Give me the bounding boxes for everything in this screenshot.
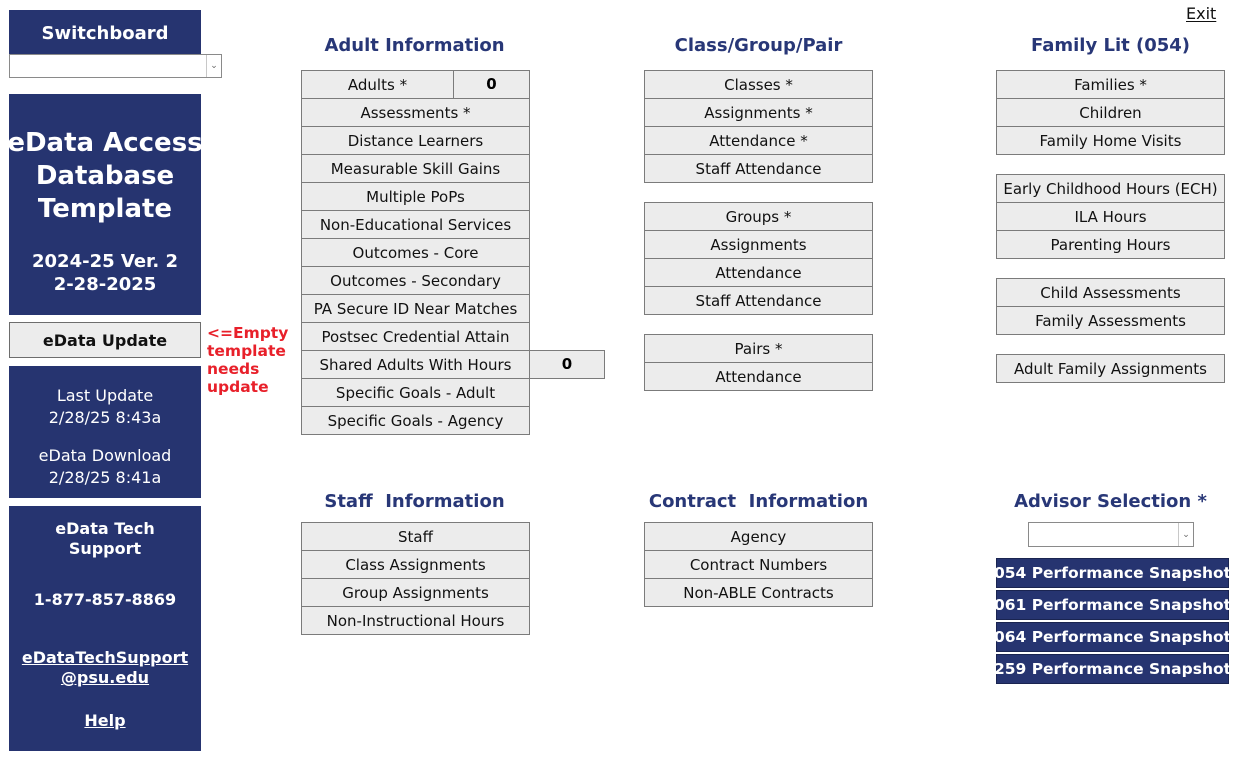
last-update-value: 2/28/25 8:43a (48, 408, 162, 427)
multiple-pops-button[interactable]: Multiple PoPs (301, 182, 530, 211)
snapshot-259-button[interactable]: 259 Performance Snapshot (996, 654, 1229, 684)
snapshot-061-button[interactable]: 061 Performance Snapshot (996, 590, 1229, 620)
chevron-down-icon[interactable]: ⌄ (206, 55, 221, 77)
support-title-line-1: eData Tech (55, 519, 155, 538)
contract-information-heading: Contract Information (648, 491, 869, 512)
last-update-label: Last Update (56, 386, 154, 405)
assessments-button[interactable]: Assessments * (301, 98, 530, 127)
groups-button[interactable]: Groups * (644, 202, 873, 231)
class-attendance-button[interactable]: Attendance * (644, 126, 873, 155)
outcomes-secondary-button[interactable]: Outcomes - Secondary (301, 266, 530, 295)
group-assignments-button[interactable]: Assignments (644, 230, 873, 259)
non-able-contracts-button[interactable]: Non-ABLE Contracts (644, 578, 873, 607)
family-lit-heading: Family Lit (054) (1030, 35, 1191, 56)
staff-button[interactable]: Staff (301, 522, 530, 551)
class-group-pair-heading: Class/Group/Pair (674, 35, 843, 56)
advisor-selection-heading: Advisor Selection * (1014, 491, 1207, 512)
staff-group-assignments-button[interactable]: Group Assignments (301, 578, 530, 607)
shared-adults-count: 0 (529, 350, 605, 379)
pa-secure-id-button[interactable]: PA Secure ID Near Matches (301, 294, 530, 323)
non-educational-services-button[interactable]: Non-Educational Services (301, 210, 530, 239)
adult-information-heading: Adult Information (324, 35, 505, 56)
agency-button[interactable]: Agency (644, 522, 873, 551)
app-title-line-3: Template (37, 194, 173, 224)
staff-class-assignments-button[interactable]: Class Assignments (301, 550, 530, 579)
child-assessments-button[interactable]: Child Assessments (996, 278, 1225, 307)
snapshot-054-button[interactable]: 054 Performance Snapshot (996, 558, 1229, 588)
postsec-credential-button[interactable]: Postsec Credential Attain (301, 322, 530, 351)
support-title-line-2: Support (68, 539, 142, 558)
advisor-select[interactable] (1028, 522, 1194, 547)
adults-count: 0 (453, 70, 530, 99)
edata-update-button[interactable]: eData Update (9, 322, 201, 358)
pair-attendance-button[interactable]: Attendance (644, 362, 873, 391)
help-link[interactable]: Help (84, 711, 126, 730)
families-button[interactable]: Families * (996, 70, 1225, 99)
adults-button[interactable]: Adults * (301, 70, 454, 99)
children-button[interactable]: Children (996, 98, 1225, 127)
class-assignments-button[interactable]: Assignments * (644, 98, 873, 127)
app-title-panel (9, 94, 201, 315)
chevron-down-icon[interactable]: ⌄ (1178, 523, 1193, 546)
parenting-hours-button[interactable]: Parenting Hours (996, 230, 1225, 259)
support-phone: 1-877-857-8869 (33, 590, 177, 609)
update-info-panel (9, 366, 201, 498)
update-warning (207, 324, 288, 396)
snapshot-064-button[interactable]: 064 Performance Snapshot (996, 622, 1229, 652)
version-line-1: 2024-25 Ver. 2 (32, 251, 178, 272)
exit-link[interactable]: Exit (1186, 4, 1217, 23)
outcomes-core-button[interactable]: Outcomes - Core (301, 238, 530, 267)
shared-adults-button[interactable]: Shared Adults With Hours (301, 350, 530, 379)
early-childhood-hours-button[interactable]: Early Childhood Hours (ECH) (996, 174, 1225, 203)
update-warning-line-1: <=Empty (207, 324, 289, 342)
update-warning-line-2: template (207, 342, 286, 360)
adult-family-assignments-button[interactable]: Adult Family Assignments (996, 354, 1225, 383)
update-warning-line-3: needs (207, 360, 260, 378)
download-label: eData Download (38, 446, 172, 465)
download-value: 2/28/25 8:41a (48, 468, 162, 487)
classes-button[interactable]: Classes * (644, 70, 873, 99)
class-staff-attendance-button[interactable]: Staff Attendance (644, 154, 873, 183)
group-staff-attendance-button[interactable]: Staff Attendance (644, 286, 873, 315)
measurable-skill-gains-button[interactable]: Measurable Skill Gains (301, 154, 530, 183)
specific-goals-adult-button[interactable]: Specific Goals - Adult (301, 378, 530, 407)
family-home-visits-button[interactable]: Family Home Visits (996, 126, 1225, 155)
update-warning-line-4: update (207, 378, 269, 396)
switchboard-header (9, 10, 201, 54)
switchboard-select[interactable] (9, 54, 222, 78)
contract-numbers-button[interactable]: Contract Numbers (644, 550, 873, 579)
support-email-line-2[interactable]: @psu.edu (60, 668, 150, 687)
distance-learners-button[interactable]: Distance Learners (301, 126, 530, 155)
pairs-button[interactable]: Pairs * (644, 334, 873, 363)
switchboard-title: Switchboard (41, 23, 169, 44)
non-instructional-hours-button[interactable]: Non-Instructional Hours (301, 606, 530, 635)
app-title-line-1: eData Access (7, 128, 203, 158)
group-attendance-button[interactable]: Attendance (644, 258, 873, 287)
support-panel (9, 506, 201, 751)
app-title-line-2: Database (35, 161, 175, 191)
specific-goals-agency-button[interactable]: Specific Goals - Agency (301, 406, 530, 435)
family-assessments-button[interactable]: Family Assessments (996, 306, 1225, 335)
support-email-line-1[interactable]: eDataTechSupport (21, 648, 189, 667)
version-line-2: 2-28-2025 (53, 274, 157, 295)
staff-information-heading: Staff Information (324, 491, 505, 512)
ila-hours-button[interactable]: ILA Hours (996, 202, 1225, 231)
